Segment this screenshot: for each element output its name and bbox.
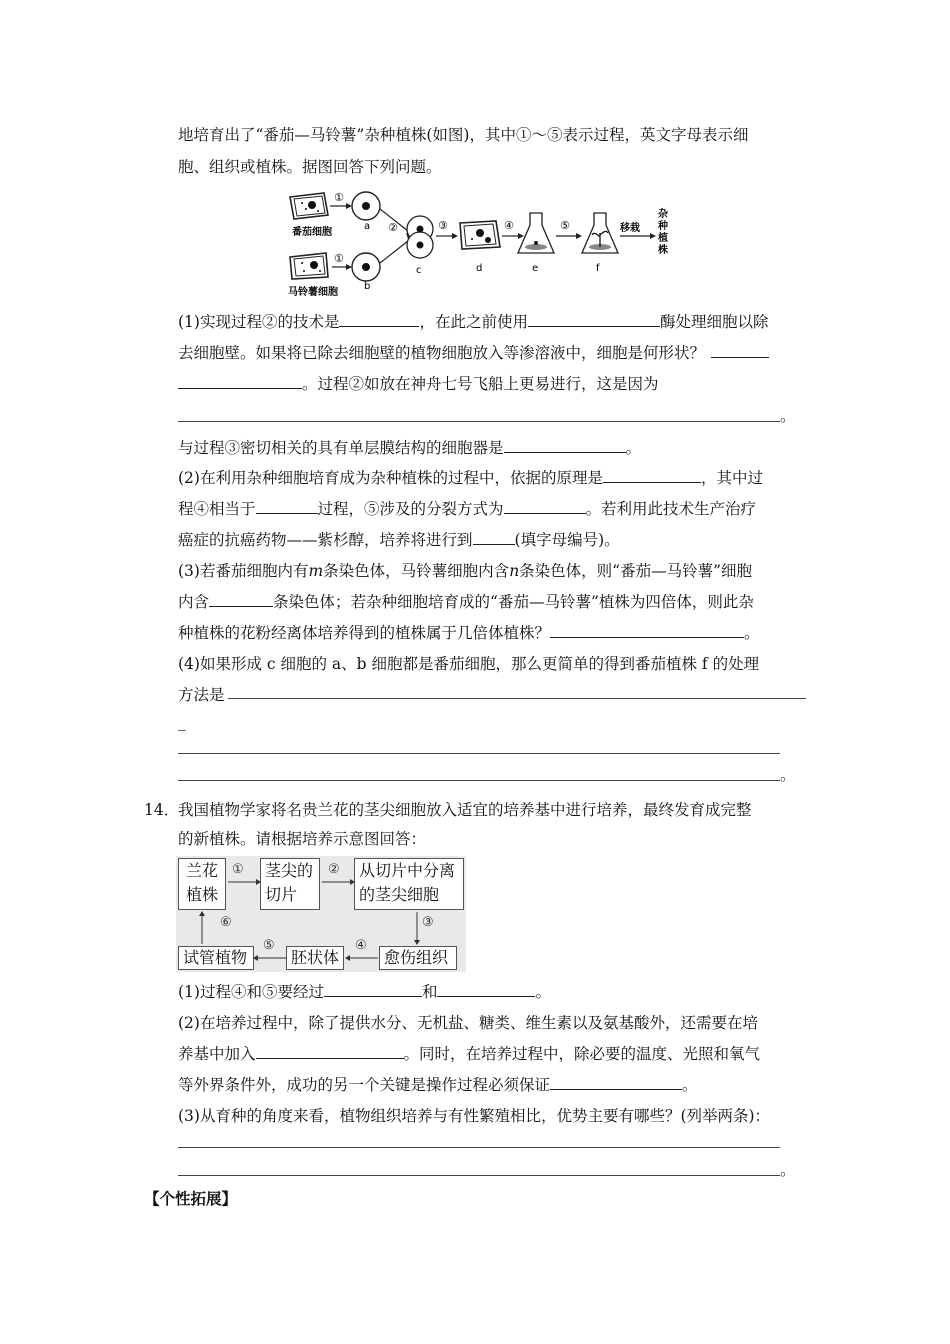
period-ploidy: 。 <box>744 624 760 642</box>
flow-step4: ④ <box>355 938 367 953</box>
flow-arrows <box>176 856 466 972</box>
q13-part1-line5 <box>178 438 641 458</box>
answer-blank-principle[interactable] <box>603 468 701 483</box>
q13-p2-text-b: ，其中过 <box>700 469 763 487</box>
answer-line-method-3[interactable] <box>178 780 780 781</box>
flask-e <box>518 213 554 253</box>
q13-part2-line3 <box>178 530 620 550</box>
fig-step4: ④ <box>504 219 514 232</box>
potato-cell-drawing <box>290 253 328 279</box>
box-embryoid: 胚状体 <box>286 946 344 970</box>
flow-step5: ⑤ <box>263 938 275 953</box>
q13-p3-text-a: (3)若番茄细胞内有 <box>178 562 309 580</box>
answer-blank-shape-a[interactable] <box>711 343 769 358</box>
hybrid-plant-char-4: 株 <box>658 245 668 256</box>
box3-line1: 从切片中分离 <box>359 861 456 880</box>
q13-p3-text-e: 条染色体；若杂种细胞培育成的“番茄—马铃薯”植株为四倍体，则此杂 <box>273 593 754 611</box>
answer-line-method-2[interactable] <box>178 753 780 754</box>
fig-step2: ② <box>388 221 398 234</box>
potato-cell-label: 马铃薯细胞 <box>288 287 338 298</box>
q13-part4-line2 <box>178 685 225 705</box>
q13-p4-text: 方法是 <box>178 686 225 704</box>
answer-blank-organelle[interactable] <box>504 438 626 453</box>
answer-blank-process4[interactable] <box>256 499 318 514</box>
q14-part2-line3 <box>178 1075 698 1095</box>
hybrid-plant-char-2: 种 <box>658 221 668 232</box>
answer-blank-additive[interactable] <box>256 1044 404 1059</box>
answer-blank-condition[interactable] <box>550 1075 682 1090</box>
fig-step3: ③ <box>438 219 448 232</box>
answer-blank-technique[interactable] <box>339 312 419 327</box>
box1-line2: 植株 <box>185 885 218 904</box>
q14-part2-line2 <box>178 1044 760 1064</box>
q13-p2-text-c: 程④相当于 <box>178 500 256 518</box>
fig-step1-top: ① <box>334 191 344 204</box>
transplant-label: 移栽 <box>620 223 640 234</box>
q13-part3-line1 <box>178 561 752 581</box>
answer-line-method-1[interactable] <box>228 698 806 699</box>
q13-p1-text-c: 酶处理细胞以除 <box>659 313 769 331</box>
somatic-hybridization-figure <box>280 185 680 305</box>
q14-part2-line1: (2)在培养过程中，除了提供水分、无机盐、糖类、维生素以及氨基酸外，还需要在培 <box>178 1014 758 1032</box>
section-extension-heading: 【个性拓展】 <box>144 1189 238 1208</box>
q13-part1-line1 <box>178 312 769 332</box>
q13-p2-text-f: 癌症的抗癌药物——紫杉醇，培养将进行到 <box>178 531 473 549</box>
var-m: m <box>308 562 324 580</box>
fig-step5: ⑤ <box>560 219 570 232</box>
flow-step1: ① <box>232 862 244 877</box>
box-test-tube-plant: 试管植物 <box>178 946 254 970</box>
intro-line-1: 地培育出了“番茄—马铃薯”杂种植株(如图)，其中①～⑤表示过程，英文字母表示细 <box>178 126 749 144</box>
label-f: f <box>596 263 600 274</box>
label-a: a <box>364 221 371 232</box>
q13-p1-text-b: ，在此之前使用 <box>419 313 528 331</box>
answer-blank-division[interactable] <box>504 499 586 514</box>
answer-blank-chromosome[interactable] <box>209 592 273 607</box>
answer-blank-process-b[interactable] <box>437 982 535 997</box>
q13-part1-line3 <box>178 374 659 394</box>
fig-step1-bottom: ① <box>334 252 344 265</box>
q13-p3-text-d: 内含 <box>178 593 210 611</box>
hybrid-cell-d <box>460 221 500 249</box>
q13-p1-text-l5: 与过程③密切相关的具有单层膜结构的细胞器是 <box>178 439 504 457</box>
q13-part2-line1 <box>178 468 763 488</box>
box1-line1: 兰花 <box>185 861 218 880</box>
fused-cell-c <box>407 216 433 258</box>
hybrid-plant-char-1: 杂 <box>658 209 668 220</box>
answer-blank-ploidy[interactable] <box>550 623 744 638</box>
q14-p1-text-b: 和 <box>421 983 438 1001</box>
q14-p2-text-c: 等外界条件外，成功的另一个关键是操作过程必须保证 <box>178 1076 551 1094</box>
flow-step2: ② <box>328 862 340 877</box>
answer-blank-shape-b[interactable] <box>178 374 302 389</box>
answer-line-advantage-1[interactable] <box>178 1147 780 1148</box>
tomato-cell-label: 番茄细胞 <box>292 227 332 238</box>
q14-number: 14． <box>144 801 180 819</box>
answer-line-reason[interactable] <box>178 421 780 422</box>
q13-p2-text-e: 。若利用此技术生产治疗 <box>585 500 757 518</box>
tomato-cell-drawing <box>290 193 328 219</box>
q14-part3-line1: (3)从育种的角度来看，植物组织培养与有性繁殖相比，优势主要有哪些？(列举两条)： <box>178 1107 771 1125</box>
answer-blank-stage[interactable] <box>473 530 515 545</box>
var-n: n <box>509 562 520 580</box>
q14-p2-text-b: 。同时，在培养过程中，除必要的温度、光照和氧气 <box>403 1045 761 1063</box>
q14-line2: 的新植株。请根据培养示意图回答： <box>178 830 427 848</box>
box2-line2: 切片 <box>265 885 298 904</box>
q13-part2-line2 <box>178 499 756 519</box>
q13-p2-text-a: (2)在利用杂种细胞培育成为杂种植株的过程中，依据的原理是 <box>178 469 603 487</box>
q13-part3-line3 <box>178 623 760 643</box>
q14-line1: 我国植物学家将名贵兰花的茎尖细胞放入适宜的培养基中进行培养，最终发育成完整 <box>178 801 752 819</box>
period-reason: 。 <box>780 407 796 425</box>
answer-blank-enzyme[interactable] <box>528 312 660 327</box>
box2-line1: 茎尖的 <box>265 861 314 880</box>
intro-line-2: 胞、组织或植株。据图回答下列问题。 <box>178 158 442 176</box>
q13-p3-text-b: 条染色体，马铃薯细胞内含 <box>323 562 510 580</box>
q13-p2-text-d: 过程，⑤涉及的分裂方式为 <box>317 500 504 518</box>
q13-p3-text-c: 条染色体，则“番茄—马铃薯”细胞 <box>519 562 753 580</box>
answer-blank-process-a[interactable] <box>324 982 422 997</box>
stray-dash: _ <box>178 713 186 731</box>
q13-part4-line1: (4)如果形成 c 细胞的 a、b 细胞都是番茄细胞，那么更简单的得到番茄植株 f 的处理 <box>178 655 760 673</box>
q14-p2-text-a: 养基中加入 <box>178 1045 256 1063</box>
period-advantage: 。 <box>780 1161 796 1179</box>
period-organelle: 。 <box>625 439 642 457</box>
label-c: c <box>416 265 422 276</box>
q13-part3-line2 <box>178 592 754 612</box>
label-e: e <box>532 263 539 274</box>
period-method: 。 <box>780 766 796 784</box>
q13-p2-text-g: (填字母编号)。 <box>514 531 620 549</box>
answer-line-advantage-2[interactable] <box>178 1175 780 1176</box>
flask-f <box>582 213 618 253</box>
q13-p1-text-l2: 去细胞壁。如果将已除去细胞壁的植物细胞放入等渗溶液中，细胞是何形状？ <box>178 344 706 362</box>
q13-part1-line2 <box>178 343 769 363</box>
flow-step3: ③ <box>422 915 434 930</box>
box-callus: 愈伤组织 <box>379 946 457 970</box>
q13-p3-text-f: 种植株的花粉经离体培养得到的植株属于几倍体植株？ <box>178 624 551 642</box>
label-b: b <box>364 281 371 292</box>
q14-part1 <box>178 982 551 1002</box>
label-d: d <box>476 263 483 274</box>
period-process: 。 <box>535 983 551 1001</box>
q13-p1-text-l3: 。过程②如放在神舟七号飞船上更易进行，这是因为 <box>302 375 659 393</box>
box3-line2: 的茎尖细胞 <box>359 885 440 904</box>
q14-p1-text-a: (1)过程④和⑤要经过 <box>178 983 324 1001</box>
flow-step6: ⑥ <box>220 915 232 930</box>
q13-p1-text-a: (1)实现过程②的技术是 <box>178 313 340 331</box>
hybrid-plant-char-3: 植 <box>658 233 668 244</box>
period-condition: 。 <box>682 1076 698 1094</box>
